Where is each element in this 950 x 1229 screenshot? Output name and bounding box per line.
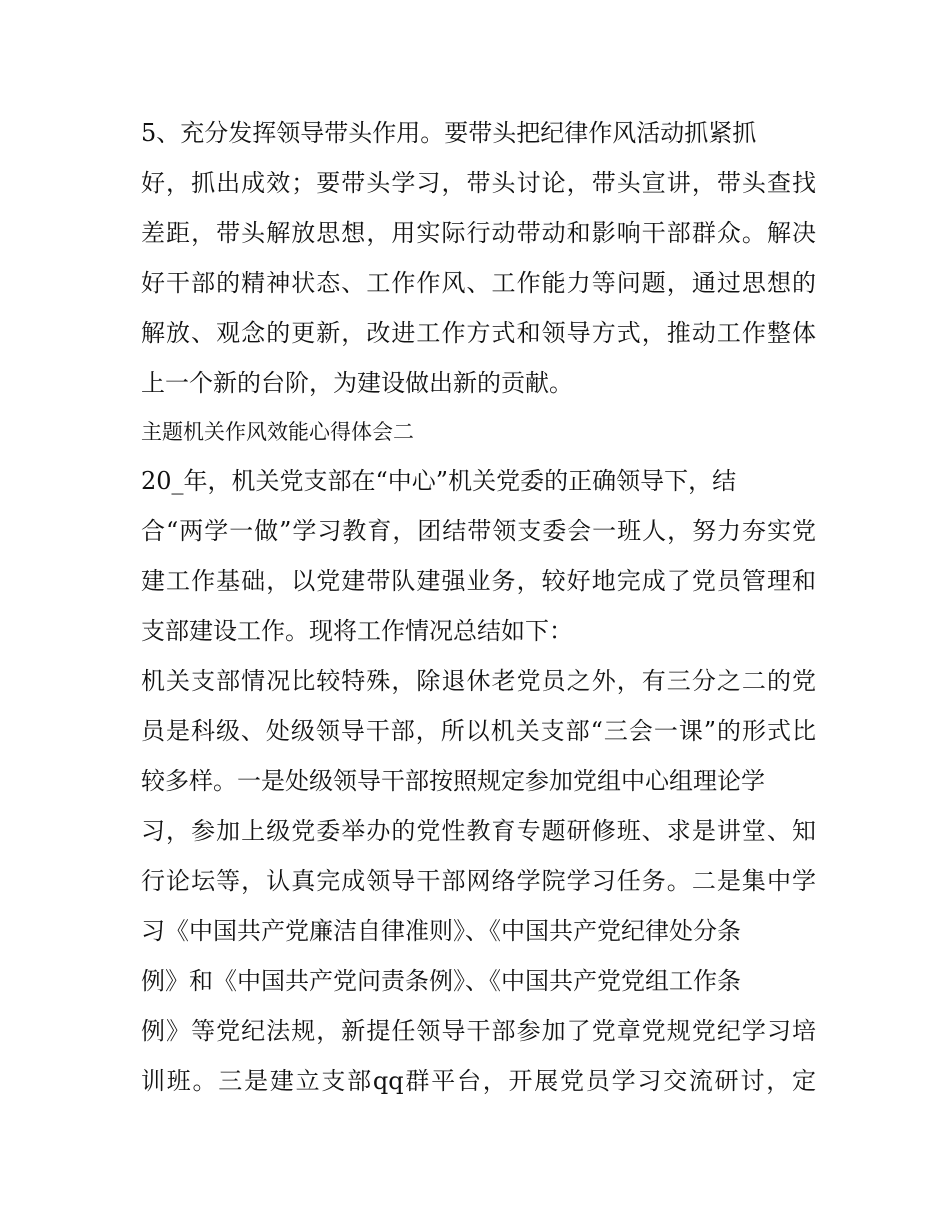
paragraph-line: 例》和《中国共产党问责条例》、《中国共产党党组工作条 <box>141 967 741 995</box>
paragraph-line: 训班。三是建立支部qq群平台，开展党员学习交流研讨，定 <box>141 1067 816 1095</box>
paragraph-line: 好，抓出成效；要带头学习，带头讨论，带头宣讲，带头查找 <box>141 169 816 197</box>
paragraph-line: 5、充分发挥领导带头作用。要带头把纪律作风活动抓紧抓 <box>141 119 757 147</box>
paragraph-line: 上一个新的台阶，为建设做出新的贡献。 <box>141 369 573 397</box>
paragraph-line: 差距，带头解放思想，用实际行动带动和影响干部群众。解决 <box>141 219 816 247</box>
paragraph-line: 员是科级、处级领导干部，所以机关支部“三会一课”的形式比 <box>141 717 816 745</box>
paragraph-line: 好干部的精神状态、工作作风、工作能力等问题，通过思想的 <box>141 269 816 297</box>
section-heading: 主题机关作风效能心得体会二 <box>141 420 414 444</box>
paragraph-line: 习《中国共产党廉洁自律准则》、《中国共产党纪律处分条 <box>141 917 741 945</box>
paragraph-line: 20_年，机关党支部在“中心”机关党委的正确领导下，结 <box>141 467 737 495</box>
paragraph-line: 例》等党纪法规，新提任领导干部参加了党章党规党纪学习培 <box>141 1017 816 1045</box>
paragraph-line: 行论坛等，认真完成领导干部网络学院学习任务。二是集中学 <box>141 867 816 895</box>
paragraph-line: 解放、观念的更新，改进工作方式和领导方式，推动工作整体 <box>141 319 816 347</box>
paragraph-line: 支部建设工作。现将工作情况总结如下： <box>141 617 573 645</box>
paragraph-line: 合“两学一做”学习教育，团结带领支委会一班人，努力夯实党 <box>141 517 816 545</box>
document-body <box>141 108 816 1106</box>
paragraph-line: 习，参加上级党委举办的党性教育专题研修班、求是讲堂、知 <box>141 817 816 845</box>
paragraph-line: 机关支部情况比较特殊，除退休老党员之外，有三分之二的党 <box>141 667 816 695</box>
paragraph-line: 建工作基础，以党建带队建强业务，较好地完成了党员管理和 <box>141 567 816 595</box>
paragraph-line: 较多样。一是处级领导干部按照规定参加党组中心组理论学 <box>141 767 765 795</box>
